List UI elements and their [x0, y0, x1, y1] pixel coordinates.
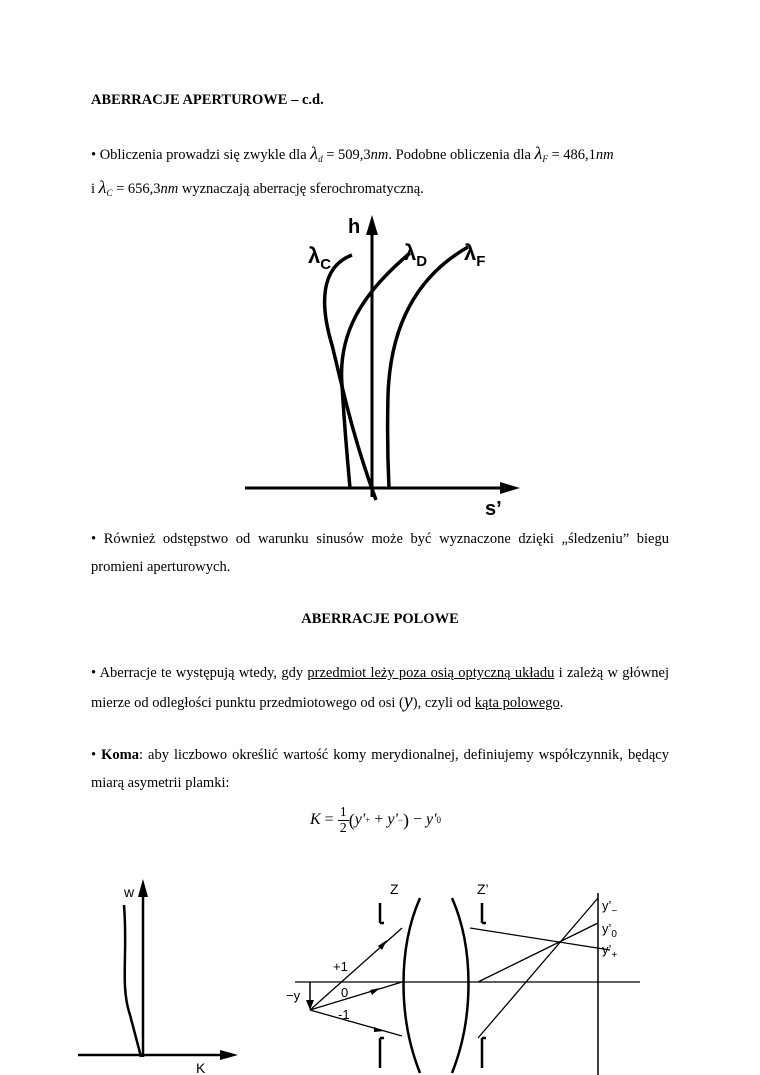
lens-left-surface: [404, 898, 421, 1073]
label-y-plus: $y’_+$: [602, 942, 618, 961]
coma-formula: K = $\frac{1}{2}$ ( y' + + y' − ) − y' 0: [310, 804, 442, 836]
ray-out-minus1: [478, 898, 598, 1038]
figure-coma-curve: [70, 875, 250, 1075]
fraction: $\frac{1}{2}$: [339, 804, 347, 836]
label-lambda-c: $\lambda_C$: [308, 243, 332, 273]
label-k: K: [196, 1060, 206, 1075]
underlined-text: kąta polowego: [474, 695, 560, 711]
y-symbol: y: [403, 690, 413, 712]
h-axis-arrow: [366, 215, 378, 235]
label-z-prime: Z’: [477, 881, 489, 897]
bullet: •: [91, 147, 97, 163]
ray-minus1: [310, 1010, 402, 1036]
paragraph-sine-condition: • Również odstępstwo od warunku sinusów może być wyznaczone dzięki „śledzeniu” biegu promieni aperturowych.: [91, 531, 669, 575]
curve-lambda-f: [388, 247, 468, 488]
ray-out-plus1: [470, 928, 610, 950]
lambda-symbol: λ: [310, 143, 319, 163]
k-axis-arrow: [220, 1050, 238, 1060]
label-y-minus: $y’_-$: [602, 898, 618, 917]
paragraph-wavelengths: • Obliczenia prowadzi się zwykle dla $\lambda_d = 509,3nm$. Podobne obliczenia dla $\lambda_F = 486,1nm$ i $\lambda_C = 656,3nm$ wyznaczają aberrację sferochromatyczną.: [91, 143, 614, 198]
label-minus1: -1: [338, 1007, 350, 1022]
bullet: •: [91, 531, 97, 547]
label-zero: 0: [341, 985, 349, 1000]
paragraph-coma: • Koma: aby liczbowo określić wartość komy merydionalnej, definiujemy współczynnik, będący miarą asymetrii plamki:: [91, 747, 669, 791]
coma-curve: [124, 905, 141, 1057]
s-axis-arrow: [500, 482, 520, 494]
label-plus1: +1: [333, 959, 348, 974]
paragraph-field-aberrations: • Aberracje te występują wtedy, gdy przedmiot leży poza osią optyczną układu i zależą w głównej mierze od odległości punktu przedmiotowego od osi (y), czyli od kąta polowego.: [91, 665, 669, 712]
bullet: •: [91, 747, 97, 763]
w-axis-arrow: [138, 879, 148, 897]
bullet: •: [91, 665, 97, 681]
page-title: ABERRACJE APERTUROWE – c.d.: [91, 92, 324, 108]
label-minus-y: −y: [286, 988, 301, 1003]
label-lambda-d: $\lambda_D$: [404, 240, 428, 270]
label-z: Z: [390, 881, 399, 897]
curve-lambda-d: [342, 253, 410, 488]
ray-zero: [310, 982, 402, 1010]
figure-spherochromatic: [230, 205, 530, 525]
underlined-text: przedmiot leży poza osią optyczną układu: [307, 665, 555, 681]
section-heading: ABERRACJE POLOWE: [301, 611, 459, 627]
label-s-prime: s’: [485, 498, 502, 520]
lens-right-surface: [452, 898, 469, 1073]
figure-coma-rays: [280, 878, 660, 1075]
label-lambda-f: $\lambda_F$: [464, 240, 486, 270]
ray-plus1: [310, 928, 402, 1010]
label-h: h: [348, 216, 361, 238]
label-y-zero: $y’_0$: [602, 921, 617, 940]
curve-lambda-c: [325, 255, 376, 500]
label-w: w: [124, 884, 135, 900]
